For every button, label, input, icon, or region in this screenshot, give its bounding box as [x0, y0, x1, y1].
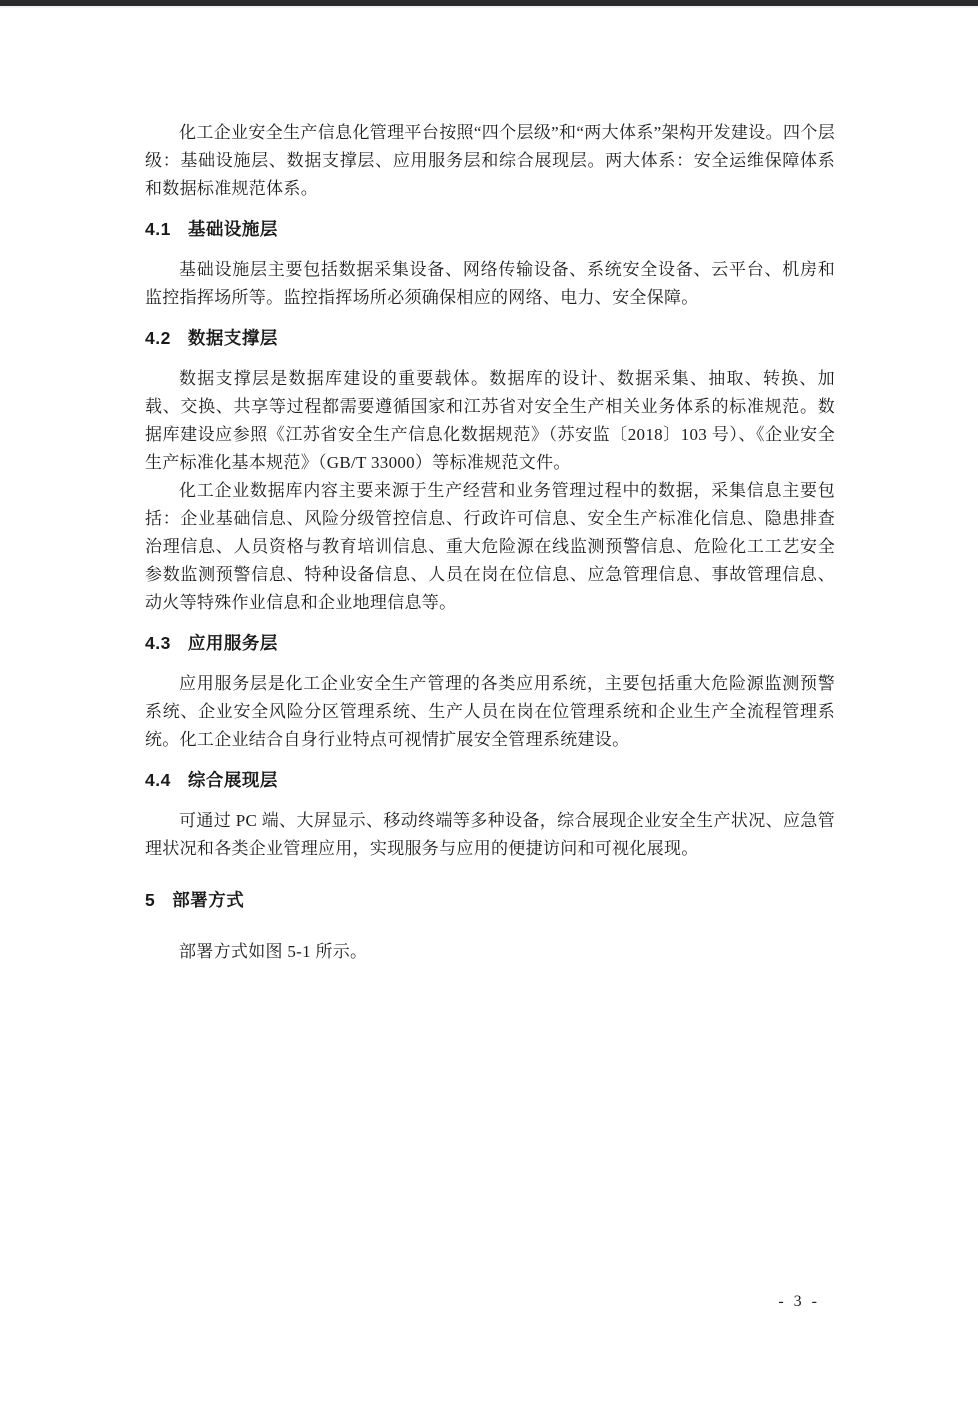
- document-content: [145, 119, 835, 966]
- window-top-edge: [0, 0, 978, 8]
- section-4-2-paragraph-1: 数据支撑层是数据库建设的重要载体。数据库的设计、数据采集、抽取、转换、加载、交换、共享等过程都需要遵循国家和江苏省对安全生产相关业务体系的标准规范。数据库建设应参照《江苏省安全生产信息化数据规范》（苏安监〔2018〕103 号）、《企业安全生产标准化基本规范》（GB/T 33000）等标准规范文件。: [145, 369, 835, 472]
- section-heading-5: [145, 886, 835, 914]
- section-number: 4.1: [145, 219, 171, 239]
- section-heading-4-4: [145, 766, 835, 794]
- section-number: 4.4: [145, 770, 171, 790]
- section-heading-4-3: [145, 629, 835, 657]
- section-4-1-paragraph: 基础设施层主要包括数据采集设备、网络传输设备、系统安全设备、云平台、机房和监控指挥场所等。监控指挥场所必须确保相应的网络、电力、安全保障。: [145, 260, 835, 307]
- section-4-3-paragraph: 应用服务层是化工企业安全生产管理的各类应用系统，主要包括重大危险源监测预警系统、企业安全风险分区管理系统、生产人员在岗在位管理系统和企业生产全流程管理系统。化工企业结合自身行业特点可视情扩展安全管理系统建设。: [145, 674, 835, 749]
- section-number: 4.3: [145, 633, 171, 653]
- section-number: 4.2: [145, 328, 171, 348]
- section-4-4-paragraph: 可通过 PC 端、大屏显示、移动终端等多种设备，综合展现企业安全生产状况、应急管理状况和各类企业管理应用，实现服务与应用的便捷访问和可视化展现。: [145, 811, 835, 858]
- intro-paragraph: 化工企业安全生产信息化管理平台按照“四个层级”和“两大体系”架构开发建设。四个层级：基础设施层、数据支撑层、应用服务层和综合展现层。两大体系：安全运维保障体系和数据标准规范体系。: [145, 123, 835, 198]
- section-title: 基础设施层: [187, 219, 278, 239]
- section-title: 数据支撑层: [187, 328, 278, 348]
- section-title: 部署方式: [172, 890, 245, 910]
- section-title: 应用服务层: [187, 633, 278, 653]
- section-5-paragraph: 部署方式如图 5-1 所示。: [179, 942, 368, 961]
- section-title: 综合展现层: [187, 770, 278, 790]
- section-heading-4-1: [145, 215, 835, 243]
- page-number: - 3 -: [778, 1293, 820, 1310]
- section-4-2-paragraph-2: 化工企业数据库内容主要来源于生产经营和业务管理过程中的数据，采集信息主要包括：企业基础信息、风险分级管控信息、行政许可信息、安全生产标准化信息、隐患排查治理信息、人员资格与教育培训信息、重大危险源在线监测预警信息、危险化工工艺安全参数监测预警信息、特种设备信息、人员在岗在位信息、应急管理信息、事故管理信息、动火等特殊作业信息和企业地理信息等。: [145, 481, 835, 612]
- section-heading-4-2: [145, 324, 835, 352]
- section-number: 5: [145, 890, 156, 910]
